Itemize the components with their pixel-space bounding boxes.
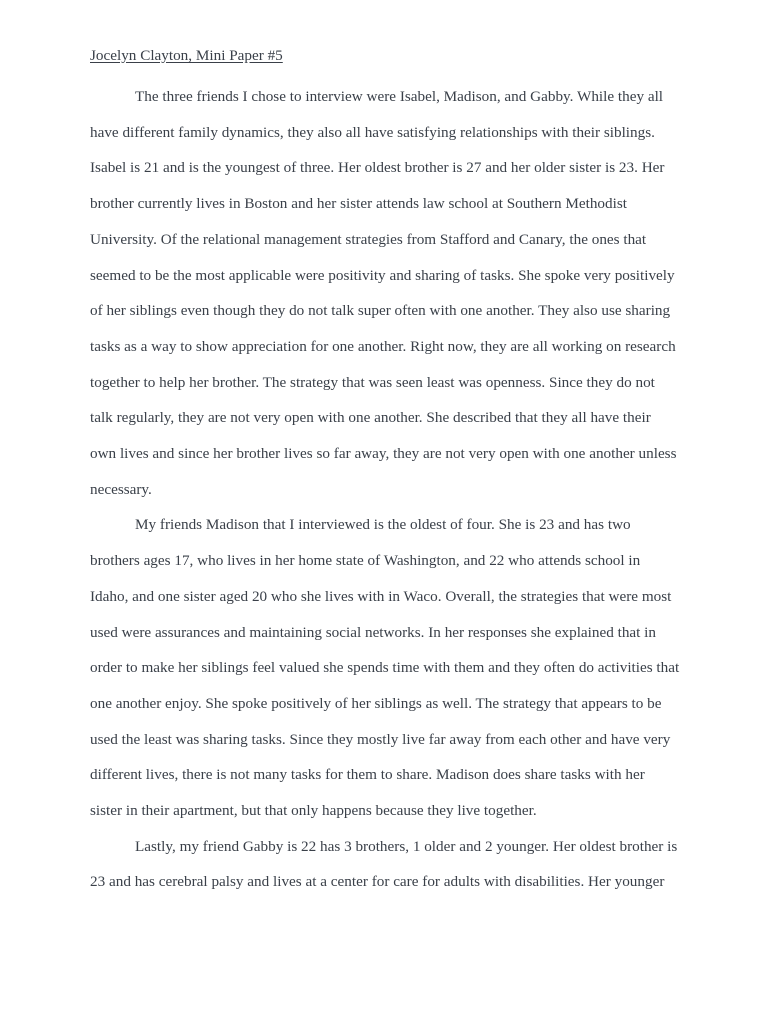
paragraph-1: The three friends I chose to interview were Isabel, Madison, and Gabby. While they all have different family dynamics, they also all have satisfying relationships with their siblings. Isabel is 21 and is the youngest of three. Her oldest brother is 27 and her older sister is 23. Her brother currently lives in Boston and her sister attends law school at Southern Methodist University. Of the relational management strategies from Stafford and Canary, the ones that seemed to be the most applicable were positivity and sharing of tasks. She spoke very positively of her siblings even though they do not talk super often with one another. They also use sharing tasks as a way to show appreciation for one another. Right now, they are all working on research together to help her brother. The strategy that was seen least was openness. Since they do not talk regularly, they are not very open with one another. She described that they all have their own lives and since her brother lives so far away, they are not very open with one another unless necessary. <box>90 88 677 498</box>
document-header: Jocelyn Clayton, Mini Paper #5 <box>90 47 283 64</box>
document-body <box>90 43 680 900</box>
paragraph-3: Lastly, my friend Gabby is 22 has 3 brothers, 1 older and 2 younger. Her oldest brother is 23 and has cerebral palsy and lives at a center for care for adults with disabilities. Her younger <box>90 837 678 891</box>
paragraph-2: My friends Madison that I interviewed is the oldest of four. She is 23 and has two brothers ages 17, who lives in her home state of Washington, and 22 who attends school in Idaho, and one sister aged 20 who she lives with in Waco. Overall, the strategies that were most used were assurances and maintaining social networks. In her responses she explained that in order to make her siblings feel valued she spends time with them and they often do activities that one another enjoy. She spoke positively of her siblings as well. The strategy that appears to be used the least was sharing tasks. Since they mostly live far away from each other and have very different lives, there is not many tasks for them to share. Madison does share tasks with her sister in their apartment, but that only happens because they live together. <box>90 516 680 820</box>
